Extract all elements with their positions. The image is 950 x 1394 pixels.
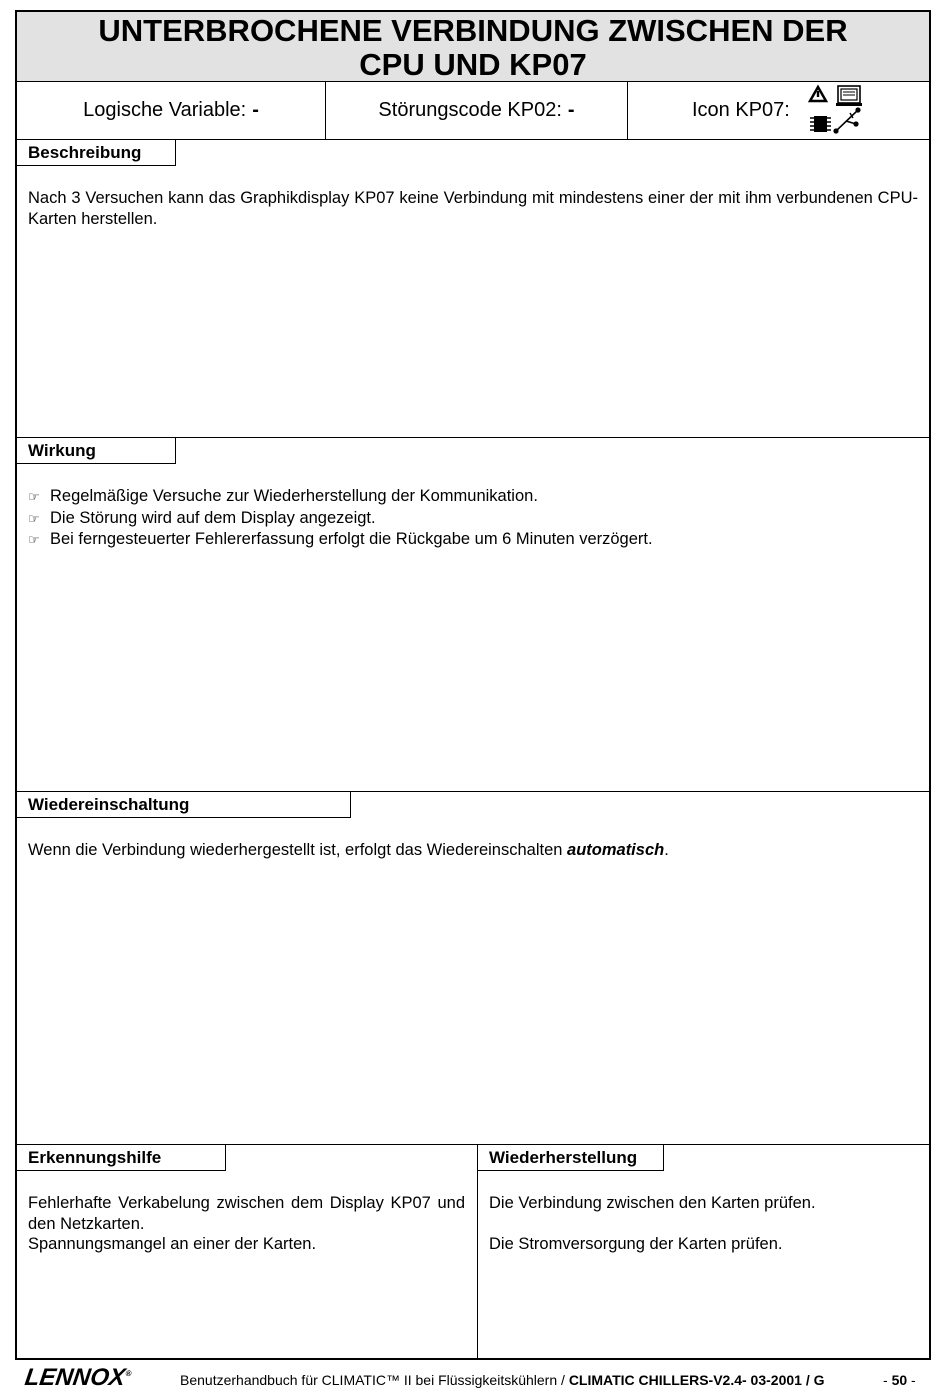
page-title-line1: UNTERBROCHENE VERBINDUNG ZWISCHEN DER	[98, 13, 848, 48]
kp07-icon-group	[808, 84, 868, 136]
wiederherstellung-text	[489, 1193, 919, 1255]
wiederherstellung-line2: Die Stromversorgung der Karten prüfen.	[489, 1235, 783, 1253]
list-item	[28, 486, 918, 508]
wiedereinschaltung-text	[28, 840, 918, 861]
column-divider	[477, 1144, 478, 1360]
footer-text-normal: Benutzerhandbuch für CLIMATIC™ II bei Flüssigkeitskühlern /	[180, 1372, 569, 1388]
wiedereinschaltung-text-before: Wenn die Verbindung wiederhergestellt ist, erfolgt das Wiedereinschalten	[28, 841, 563, 859]
wiederherstellung-line1: Die Verbindung zwischen den Karten prüfen.	[489, 1194, 816, 1212]
erkennungshilfe-line1: Fehlerhafte Verkabelung zwischen dem Display KP07 und den Netzkarten.	[28, 1194, 465, 1233]
wiedereinschaltung-emphasis: automatisch	[567, 841, 665, 859]
pointing-hand-icon: ☞	[28, 489, 40, 504]
footer-text	[180, 1372, 825, 1388]
page-number	[883, 1372, 916, 1388]
beschreibung-text: Nach 3 Versuchen kann das Graphikdisplay KP07 keine Verbindung mit mindestens einer der mit ihm verbundenen CPU-Karten herstellen.	[28, 189, 918, 228]
pointing-hand-icon: ☞	[28, 510, 40, 526]
wirkung-heading: Wirkung	[17, 438, 176, 464]
monitor-icon	[836, 86, 862, 106]
wiederherstellung-heading: Wiederherstellung	[478, 1145, 664, 1171]
lennox-logo-text: LENNOX	[23, 1364, 127, 1391]
info-row	[17, 82, 929, 140]
list-item	[28, 529, 918, 551]
erkennungshilfe-text	[28, 1193, 465, 1255]
logische-variable-cell	[17, 82, 326, 139]
page-number-value: 50	[891, 1372, 908, 1388]
erkennungshilfe-heading: Erkennungshilfe	[17, 1145, 226, 1171]
network-icon	[833, 107, 860, 133]
erkennungshilfe-line2: Spannungsmangel an einer der Karten.	[28, 1235, 317, 1253]
stoerungscode-cell	[326, 82, 628, 139]
lennox-logo	[23, 1364, 133, 1392]
warning-triangle-icon	[810, 87, 826, 101]
list-item-text: Bei ferngesteuerter Fehlererfassung erfolgt die Rückgabe um 6 Minuten verzögert.	[50, 530, 653, 548]
wiedereinschaltung-heading: Wiedereinschaltung	[17, 792, 351, 818]
logische-variable-label: Logische Variable:	[83, 99, 247, 121]
page-title	[17, 12, 929, 82]
stoerungscode-label: Störungscode KP02:	[378, 99, 562, 121]
icon-label: Icon KP07:	[692, 99, 790, 121]
page-number-suffix: -	[907, 1372, 916, 1388]
wiedereinschaltung-text-after: .	[664, 841, 669, 859]
beschreibung-heading: Beschreibung	[17, 140, 176, 166]
list-item-text: Regelmäßige Versuche zur Wiederherstellung der Kommunikation.	[50, 487, 538, 505]
logische-variable-value: -	[252, 99, 259, 121]
icon-cell	[628, 82, 929, 139]
footer-text-bold: CLIMATIC CHILLERS-V2.4- 03-2001 / G	[568, 1372, 825, 1388]
stoerungscode-value: -	[567, 99, 575, 121]
wirkung-list	[28, 486, 918, 551]
pointing-hand-icon: ☞	[28, 532, 40, 547]
page-title-line2: CPU UND KP07	[359, 47, 587, 82]
footer	[0, 1362, 950, 1394]
page-frame	[15, 10, 931, 1360]
list-item	[28, 508, 918, 530]
page-number-prefix: -	[883, 1372, 892, 1388]
chip-icon	[810, 116, 831, 132]
registered-mark: ®	[125, 1369, 133, 1378]
list-item-text: Die Störung wird auf dem Display angezeigt.	[50, 508, 376, 527]
